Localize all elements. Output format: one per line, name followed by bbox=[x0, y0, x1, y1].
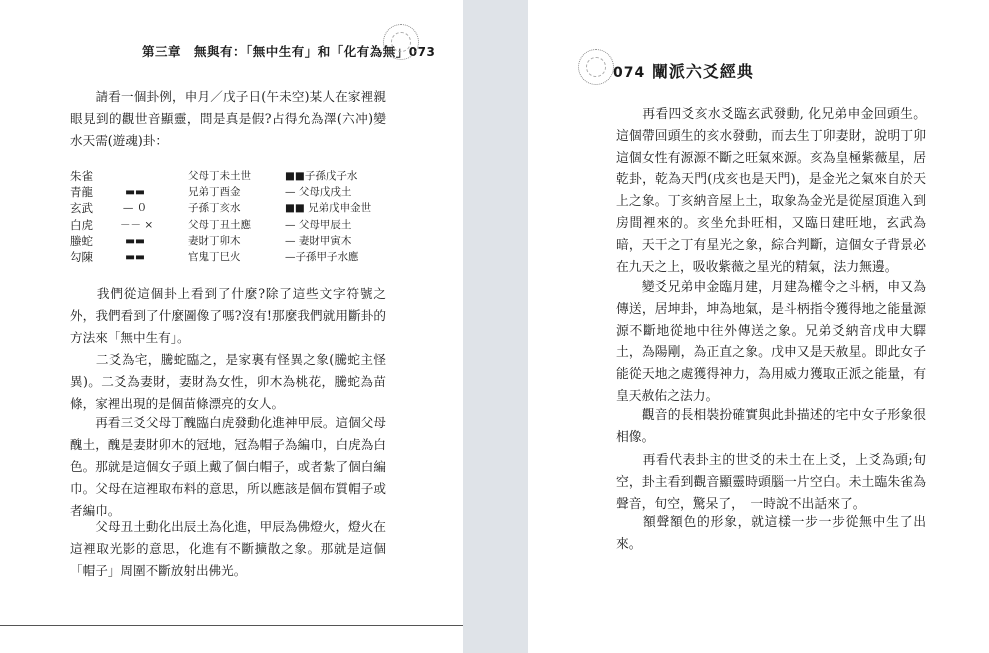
hexagram-main-line: 子孫丁亥水 bbox=[188, 202, 241, 215]
hexagram-row bbox=[70, 233, 390, 249]
right-running-header bbox=[613, 59, 754, 82]
left-header-title: 第三章 無與有：「無中生有」和「化有為無」 bbox=[142, 44, 409, 59]
hexagram-main-line: 官鬼丁巳火 bbox=[188, 250, 241, 263]
hexagram-row bbox=[70, 184, 390, 200]
seal-stamp-icon bbox=[383, 24, 419, 60]
hexagram-god: 朱雀 bbox=[70, 169, 93, 183]
right-paragraph-2: 變爻兄弟申金臨月建，月建為權令之斗柄，申又為傳送，居坤卦，坤為地氣，是斗柄指令獲得地之能量源源不斷地從地中往外傳送之象。兄弟爻納音戊申大驛土，為陽剛，為正直之象。戊申又是天赦星。即此女子能從天地之處獲得神力，為用威力獲取正派之能量，有皇天赦佑之法力。 bbox=[616, 280, 926, 404]
right-paragraph-4: 再看代表卦主的世爻的未土在上爻，上爻為頭;旬空，卦主看到觀音顯靈時頭腦一片空白。未土臨朱雀為聲音，旬空，驚呆了， 一時說不出話來了。 bbox=[616, 453, 926, 512]
left-paragraph-5: 父母丑土動化出辰土為化進，甲辰為佛燈火，燈火在這裡取光影的意思，化進有不斷擴散之象。那就是這個「帽子」周圍不斷放射出佛光。 bbox=[70, 519, 386, 578]
left-running-header bbox=[142, 42, 436, 60]
hexagram-row bbox=[70, 217, 390, 233]
hexagram-god: 螣蛇 bbox=[70, 233, 93, 248]
hexagram-row bbox=[70, 200, 390, 216]
left-page-number: 073 bbox=[408, 45, 436, 59]
right-page bbox=[528, 0, 989, 653]
hexagram-line-mark: — ０ bbox=[122, 202, 148, 215]
bottom-rule bbox=[0, 625, 463, 626]
hexagram-row bbox=[70, 249, 390, 265]
right-paragraph-1: 再看四爻亥水爻臨玄武發動, 化兄弟申金回頭生。這個帶回頭生的亥水發動，而去生丁卯妻財，說明丁卯這個女性有源源不斷之旺氣來源。亥為皇極紫薇星，居乾卦，乾為天門(戌亥也是天門)，是金光之氣來自於天上之象。丁亥納音屋上土，取象為金光是從屋頂進入到房間裡來的。亥坐允卦旺相，又臨日建旺地，玄武為暗，天干之丁有星光之象，綜合判斷，這個女子背景必在九天之上，吸收紫薇之星光的精氣，法力無邊。 bbox=[616, 107, 926, 275]
right-page-number: 074 bbox=[613, 65, 646, 81]
hexagram-changed-line: —子孫甲子水應 bbox=[285, 250, 359, 263]
hexagram-main-line: 兄弟丁酉金 bbox=[188, 186, 241, 199]
right-header-title: 闡派六爻經典 bbox=[651, 62, 754, 81]
left-paragraph-1: 請看一個卦例，申月／戊子日(午未空)某人在家裡親眼見到的觀世音顯靈，問是真是假?占得允為澤(六冲)變水天需(遊魂)卦： bbox=[70, 89, 386, 148]
right-paragraph-5: 額聲額色的形象，就這樣一步一步從無中生了出來。 bbox=[616, 515, 926, 552]
seal-stamp-icon bbox=[578, 49, 614, 85]
left-page bbox=[0, 0, 463, 653]
hexagram-line-mark: －－ × bbox=[120, 218, 154, 231]
hexagram-changed-line: — 父母戊戌土 bbox=[285, 186, 352, 199]
hexagram-god: 玄武 bbox=[70, 201, 93, 216]
hexagram-row bbox=[70, 168, 390, 184]
hexagram-main-line: 妻財丁卯木 bbox=[188, 234, 241, 247]
right-paragraph-3: 觀音的長相裝扮確實與此卦描述的宅中女子形象很相像。 bbox=[616, 408, 926, 445]
hexagram-god: 白虎 bbox=[70, 217, 93, 232]
hexagram-changed-line: ■■ 兄弟戊申金世 bbox=[285, 202, 372, 215]
hexagram-table bbox=[70, 168, 390, 265]
hexagram-god: 勾陳 bbox=[70, 249, 93, 264]
hexagram-changed-line: — 妻財甲寅木 bbox=[285, 234, 352, 247]
left-paragraph-4: 再看三爻父母丁醜臨白虎發動化進神甲辰。這個父母醜土，醜是妻財卯木的冠地，冠為帽子為編巾，白虎為白色。那就是這個女子頭上戴了個白帽子，或者紮了個白編巾。父母在這裡取布料的意思，所以應該是個布質帽子或者編巾。 bbox=[70, 415, 386, 518]
hexagram-changed-line: ■■子孫戊子水 bbox=[285, 170, 358, 182]
hexagram-line-mark: ▬▬ bbox=[125, 250, 145, 263]
hexagram-main-line: 父母丁未土世 bbox=[188, 170, 251, 182]
hexagram-line-mark: ▬▬ bbox=[125, 234, 145, 247]
hexagram-main-line: 父母丁丑土應 bbox=[188, 218, 251, 231]
hexagram-god: 青龍 bbox=[70, 185, 93, 200]
hexagram-line-mark: ▬▬ bbox=[125, 186, 145, 199]
left-paragraph-2: 我們從這個卦上看到了什麼?除了這些文字符號之外，我們看到了什麼圖像了嗎?沒有!那麼我們就用斷卦的方法來「無中生有」。 bbox=[70, 286, 386, 345]
left-paragraph-3: 二爻為宅，騰蛇臨之，是家裏有怪異之象(騰蛇主怪異)。二爻為妻財，妻財為女性，卯木為桃花，騰蛇為苗條，家裡出現的是個苗條漂亮的女人。 bbox=[70, 352, 386, 411]
hexagram-changed-line: — 父母甲辰土 bbox=[285, 218, 352, 231]
